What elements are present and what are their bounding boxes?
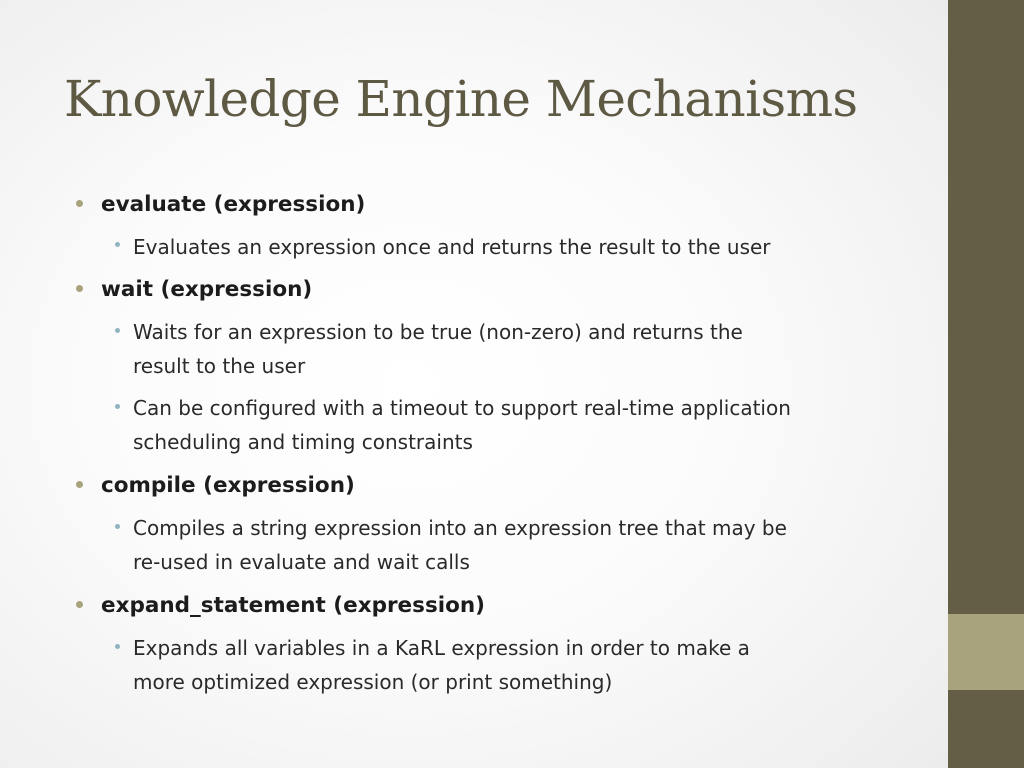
sub-bullet-line: Can be configured with a timeout to support real-time application [133, 396, 791, 420]
sub-bullet-dot-icon [115, 644, 120, 649]
slide-title: Knowledge Engine Mechanisms [64, 70, 858, 128]
sub-bullet-dot-icon [115, 242, 120, 247]
bullet-dot-icon [76, 601, 83, 608]
bullet-expand-statement: expand_statement (expression) [101, 593, 486, 618]
right-sidebar-accent-block [948, 614, 1024, 690]
bullet-dot-icon [76, 481, 83, 488]
sub-bullet-expand-1 [133, 631, 913, 699]
sub-bullet-evaluate-1 [133, 230, 913, 264]
bullet-dot-icon [76, 200, 83, 207]
sub-bullet-line: more optimized expression (or print something) [133, 670, 613, 694]
sub-bullet-line: Evaluates an expression once and returns the result to the user [133, 235, 771, 259]
sub-bullet-dot-icon [115, 404, 120, 409]
sub-bullet-line: scheduling and timing constraints [133, 430, 473, 454]
sub-bullet-dot-icon [115, 328, 120, 333]
sub-bullet-wait-2 [133, 391, 913, 459]
bullet-compile: compile (expression) [101, 473, 355, 498]
sub-bullet-line: Expands all variables in a KaRL expression in order to make a [133, 636, 750, 660]
bullet-dot-icon [76, 285, 83, 292]
sub-bullet-dot-icon [115, 524, 120, 529]
sub-bullet-line: result to the user [133, 354, 306, 378]
sub-bullet-line: Waits for an expression to be true (non-zero) and returns the [133, 320, 743, 344]
bullet-wait: wait (expression) [101, 277, 313, 302]
sub-bullet-wait-1 [133, 315, 913, 383]
sub-bullet-line: Compiles a string expression into an expression tree that may be [133, 516, 787, 540]
bullet-evaluate: evaluate (expression) [101, 192, 366, 217]
sub-bullet-compile-1 [133, 511, 913, 579]
sub-bullet-line: re-used in evaluate and wait calls [133, 550, 470, 574]
